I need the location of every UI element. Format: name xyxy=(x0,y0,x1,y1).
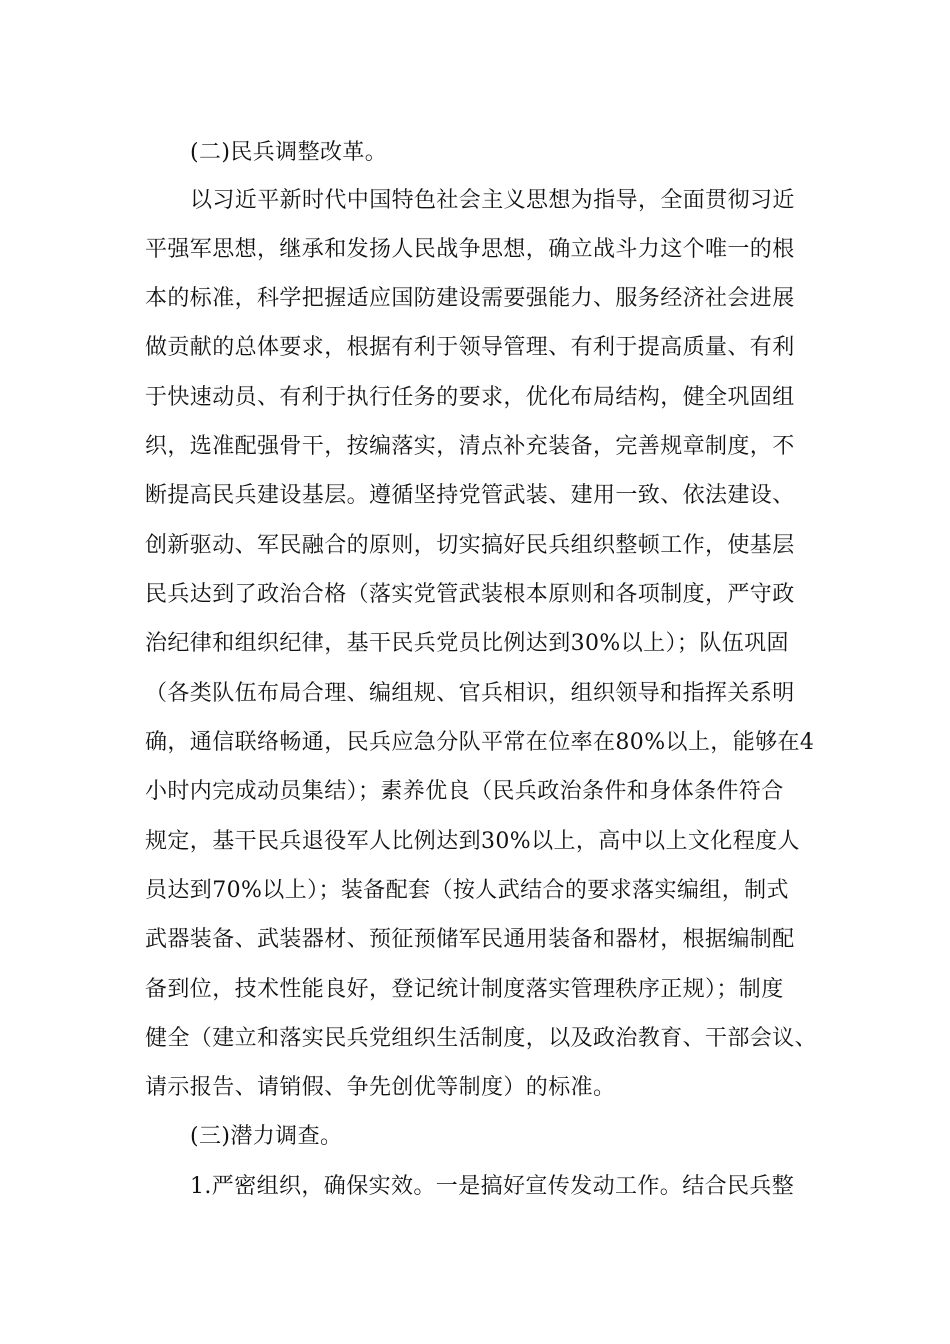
paragraph-line: 做贡献的总体要求，根据有利于领导管理、有利于提高质量、有利 xyxy=(145,335,795,360)
paragraph-line: 织，选准配强骨干，按编落实，清点补充装备，完善规章制度，不 xyxy=(145,434,795,459)
paragraph-line: 小时内完成动员集结）；素养优良（民兵政治条件和身体条件符合 xyxy=(145,779,784,804)
paragraph-line: 备到位，技术性能良好，登记统计制度落实管理秩序正规）；制度 xyxy=(145,977,784,1002)
section-heading-2: (二)民兵调整改革。 xyxy=(190,140,388,165)
paragraph-line: 平强军思想，继承和发扬人民战争思想，确立战斗力这个唯一的根 xyxy=(145,237,795,262)
paragraph-line: （各类队伍布局合理、编组规、官兵相识，组织领导和指挥关系明 xyxy=(145,681,795,706)
paragraph-line: 武器装备、武装器材、预征预储军民通用装备和器材，根据编制配 xyxy=(145,927,795,952)
paragraph-line: 于快速动员、有利于执行任务的要求，优化布局结构，健全巩固组 xyxy=(145,385,795,410)
paragraph-line: 员达到70%以上）；装备配套（按人武结合的要求落实编组，制式 xyxy=(145,878,789,903)
paragraph-line: 民兵达到了政治合格（落实党管武装根本原则和各项制度，严守政 xyxy=(145,582,795,607)
paragraph-line: 创新驱动、军民融合的原则，切实搞好民兵组织整顿工作，使基层 xyxy=(145,533,795,558)
paragraph-line: 本的标准，科学把握适应国防建设需要强能力、服务经济社会进展 xyxy=(145,286,795,311)
section-heading-3: (三)潜力调查。 xyxy=(190,1124,343,1149)
paragraph-line: 断提高民兵建设基层。遵循坚持党管武装、建用一致、依法建设、 xyxy=(145,483,795,508)
paragraph-line: 治纪律和组织纪律，基干民兵党员比例达到30%以上）；队伍巩固 xyxy=(145,631,789,656)
paragraph-line: 规定，基干民兵退役军人比例达到30%以上，高中以上文化程度人 xyxy=(145,829,800,854)
paragraph-line: 以习近平新时代中国特色社会主义思想为指导，全面贯彻习近 xyxy=(190,188,795,213)
paragraph-line: 确，通信联络畅通，民兵应急分队平常在位率在80%以上，能够在4 xyxy=(145,730,815,755)
paragraph-line: 1.严密组织，确保实效。一是搞好宣传发动工作。结合民兵整 xyxy=(190,1174,795,1199)
paragraph-line: 请示报告、请销假、争先创优等制度）的标准。 xyxy=(145,1075,616,1100)
paragraph-line: 健全（建立和落实民兵党组织生活制度，以及政治教育、干部会议、 xyxy=(145,1026,818,1051)
